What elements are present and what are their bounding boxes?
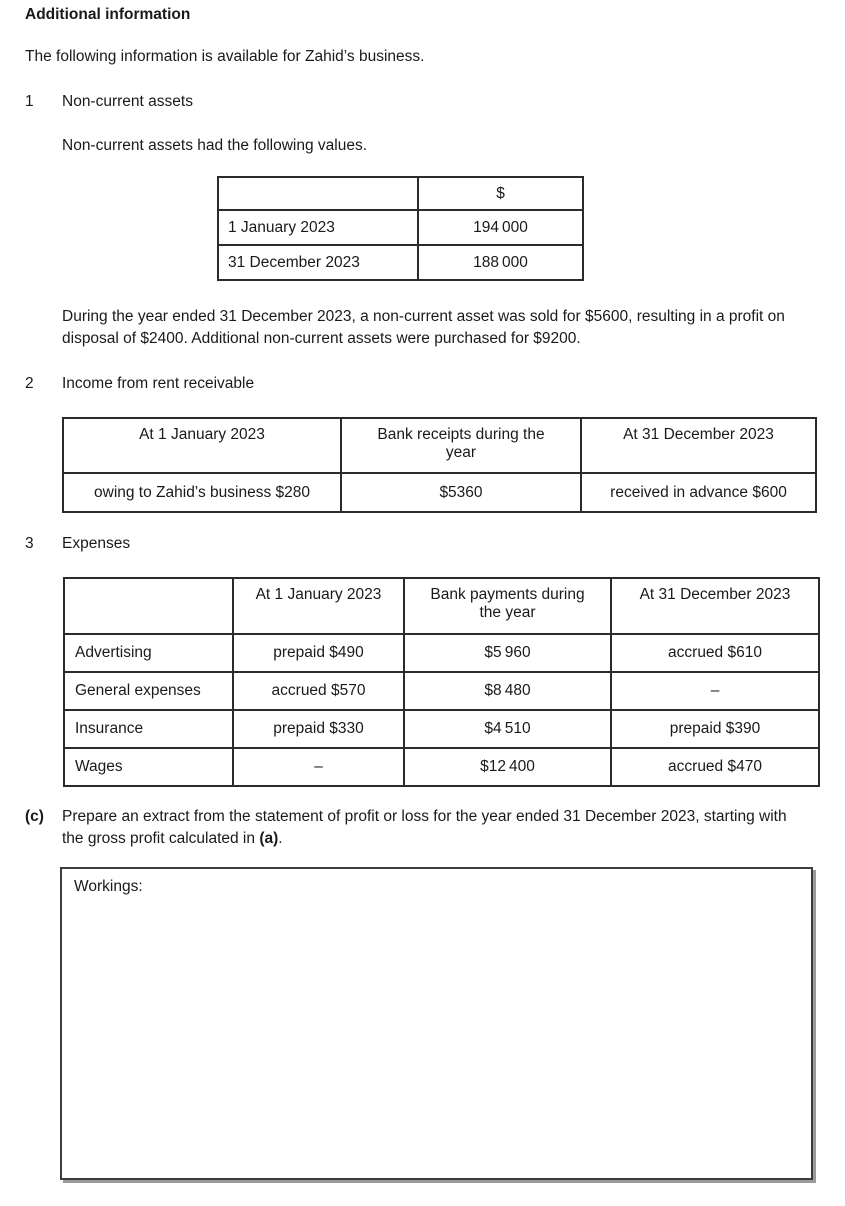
rent-header-jan: At 1 January 2023: [63, 418, 341, 473]
exp-row-label: Advertising: [64, 634, 233, 672]
exp-cell: prepaid $330: [233, 710, 404, 748]
table-row: [218, 245, 583, 280]
table-header-row: [64, 578, 819, 634]
nca-row-value: 194 000: [418, 210, 583, 245]
rent-header-bank: Bank receipts during the year: [341, 418, 581, 473]
table-header-row: [218, 177, 583, 210]
nca-header-empty: [218, 177, 418, 210]
exp-cell: –: [233, 748, 404, 786]
exp-header-jan: At 1 January 2023: [233, 578, 404, 634]
nca-header-dollar: $: [418, 177, 583, 210]
exp-cell: prepaid $490: [233, 634, 404, 672]
exp-header-dec: At 31 December 2023: [611, 578, 819, 634]
section-1-number: 1: [25, 93, 34, 110]
task-c-label: (c): [25, 808, 44, 825]
exp-row-label: Insurance: [64, 710, 233, 748]
exp-cell: $8 480: [404, 672, 611, 710]
section-2-heading: [25, 375, 254, 393]
workings-label: Workings:: [74, 878, 143, 895]
expenses-table: [63, 577, 820, 787]
section-3-heading: [25, 535, 130, 553]
workings-answer-box: [60, 867, 813, 1180]
exp-cell: $12 400: [404, 748, 611, 786]
table-row-wages: [64, 748, 819, 786]
exp-cell: accrued $570: [233, 672, 404, 710]
rent-cell-receipts: $5360: [341, 473, 581, 512]
section-3-number: 3: [25, 535, 34, 552]
exp-header-bank: Bank payments during the year: [404, 578, 611, 634]
table-row-insurance: [64, 710, 819, 748]
section-3-title: Expenses: [62, 535, 131, 552]
exp-cell: $5 960: [404, 634, 611, 672]
page-title: Additional information: [25, 6, 191, 23]
nca-row-value: 188 000: [418, 245, 583, 280]
table-row-general-expenses: [64, 672, 819, 710]
exp-cell: –: [611, 672, 819, 710]
section-2-title: Income from rent receivable: [62, 375, 255, 392]
section-1-note: During the year ended 31 December 2023, a non-current asset was sold for $5600, resulting in a profit on disposal of $2400. Additional non-current assets were purchased for $9200.: [62, 308, 785, 347]
exp-row-label: General expenses: [64, 672, 233, 710]
nca-row-label: 31 December 2023: [218, 245, 418, 280]
exp-cell: $4 510: [404, 710, 611, 748]
rent-receivable-table: [62, 417, 817, 513]
rent-cell-advance: received in advance $600: [581, 473, 816, 512]
exp-row-label: Wages: [64, 748, 233, 786]
table-row-advertising: [64, 634, 819, 672]
section-1-title: Non-current assets: [62, 93, 193, 110]
section-1-lead: Non-current assets had the following values.: [62, 137, 367, 154]
non-current-assets-table: [217, 176, 584, 281]
nca-row-label: 1 January 2023: [218, 210, 418, 245]
table-row: [218, 210, 583, 245]
exp-header-empty: [64, 578, 233, 634]
section-2-number: 2: [25, 375, 34, 392]
section-1-heading: [25, 93, 193, 111]
table-row: [63, 473, 816, 512]
task-c-text: Prepare an extract from the statement of profit or loss for the year ended 31 December 2023, starting with the gross profit calculated in (a).: [62, 808, 787, 847]
table-header-row: [63, 418, 816, 473]
exp-cell: accrued $470: [611, 748, 819, 786]
task-c: [25, 806, 793, 850]
task-a-reference: (a): [259, 830, 279, 847]
exp-cell: accrued $610: [611, 634, 819, 672]
intro-text: The following information is available for Zahid’s business.: [25, 48, 425, 65]
rent-header-dec: At 31 December 2023: [581, 418, 816, 473]
exp-cell: prepaid $390: [611, 710, 819, 748]
rent-cell-owing: owing to Zahid’s business $280: [63, 473, 341, 512]
